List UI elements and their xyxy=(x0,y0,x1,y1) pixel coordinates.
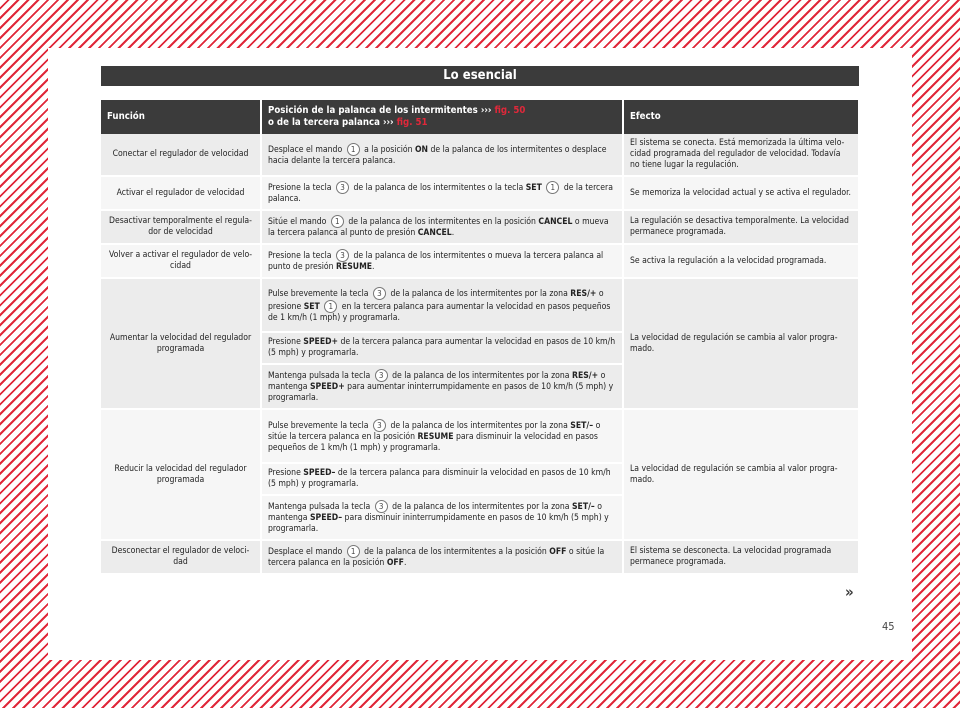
callout-1: 1 xyxy=(324,300,337,313)
row-position: Pulse brevemente la tecla 3 de la palanca de los intermitentes por la zona RES/+ o presione SET 1 en la tercera palanca para aumentar la velocidad en pasos pequeños de 1 km/h (1 mph) y programarla. xyxy=(262,279,624,333)
callout-3: 3 xyxy=(375,369,388,382)
fig-50-link[interactable]: fig. 50 xyxy=(494,105,526,116)
row-effect: El sistema se conecta. Está memorizada la última velocidad programada del regulador de velocidad. Todavía no tiene lugar la regulación. xyxy=(624,134,860,177)
row-function: Activar el regulador de velocidad xyxy=(101,177,262,211)
row-position: Presione SPEED– de la tercera palanca para disminuir la velocidad en pasos de 10 km/h (5 mph) y programarla. xyxy=(262,464,624,496)
row-effect: El sistema se desconecta. La velocidad programada permanece programada. xyxy=(624,541,860,575)
row-effect: La velocidad de regulación se cambia al valor programado. xyxy=(624,279,860,410)
table-row xyxy=(101,177,860,211)
row-position: Desplace el mando 1 de la palanca de los intermitentes a la posición OFF o sitúe la tercera palanca en la posición OFF. xyxy=(262,541,624,575)
row-function: Aumentar la velocidad del regulador programada xyxy=(101,279,262,410)
callout-3: 3 xyxy=(375,500,388,513)
row-position: Presione la tecla 3 de la palanca de los intermitentes o la tecla SET 1 de la tercera palanca. xyxy=(262,177,624,211)
row-position: Sitúe el mando 1 de la palanca de los intermitentes en la posición CANCEL o mueva la tercera palanca al punto de presión CANCEL. xyxy=(262,211,624,245)
callout-1: 1 xyxy=(347,545,360,558)
callout-1: 1 xyxy=(546,181,559,194)
callout-3: 3 xyxy=(336,249,349,262)
page-title: Lo esencial xyxy=(101,66,859,86)
row-position: Presione SPEED+ de la tercera palanca para aumentar la velocidad en pasos de 10 km/h (5 mph) y programarla. xyxy=(262,333,624,365)
header-funcion: Función xyxy=(101,100,262,134)
table-row xyxy=(101,134,860,177)
row-position: Pulse brevemente la tecla 3 de la palanca de los intermitentes por la zona SET/– o sitúe la tercera palanca en la posición RESUME para disminuir la velocidad en pasos pequeños de 1 km/h (1 mph) y programarla. xyxy=(262,410,624,464)
row-function: Volver a activar el regulador de velocidad xyxy=(101,245,262,279)
page-number: 45 xyxy=(882,620,895,633)
table-row xyxy=(101,211,860,245)
row-function: Reducir la velocidad del regulador programada xyxy=(101,410,262,541)
row-position: Mantenga pulsada la tecla 3 de la palanca de los intermitentes por la zona RES/+ o mantenga SPEED+ para aumentar ininterrumpidamente en pasos de 10 km/h (5 mph) y programarla. xyxy=(262,365,624,410)
table-header-row xyxy=(101,100,860,134)
row-function: Desconectar el regulador de velocidad xyxy=(101,541,262,575)
function-table xyxy=(101,100,860,575)
callout-1: 1 xyxy=(347,143,360,156)
row-position: Presione la tecla 3 de la palanca de los intermitentes o mueva la tercera palanca al punto de presión RESUME. xyxy=(262,245,624,279)
callout-3: 3 xyxy=(373,419,386,432)
table-row xyxy=(101,541,860,575)
row-position: Mantenga pulsada la tecla 3 de la palanca de los intermitentes por la zona SET/– o mantenga SPEED– para disminuir ininterrumpidamente en pasos de 10 km/h (5 mph) y programarla. xyxy=(262,496,624,541)
row-function: Conectar el regulador de velocidad xyxy=(101,134,262,177)
table-row xyxy=(101,245,860,279)
row-position: Desplace el mando 1 a la posición ON de la palanca de los intermitentes o desplace hacia delante la tercera palanca. xyxy=(262,134,624,177)
row-effect: Se activa la regulación a la velocidad programada. xyxy=(624,245,860,279)
table-row xyxy=(101,410,860,464)
row-effect: La velocidad de regulación se cambia al valor programado. xyxy=(624,410,860,541)
row-effect: Se memoriza la velocidad actual y se activa el regulador. xyxy=(624,177,860,211)
row-function: Desactivar temporalmente el regulador de velocidad xyxy=(101,211,262,245)
callout-3: 3 xyxy=(373,287,386,300)
header-posicion: Posición de la palanca de los intermitentes ››› fig. 50 o de la tercera palanca ››› fig. 51 xyxy=(262,100,624,134)
continue-arrow-icon: » xyxy=(845,583,854,601)
callout-3: 3 xyxy=(336,181,349,194)
page-sheet xyxy=(48,48,912,660)
fig-51-link[interactable]: fig. 51 xyxy=(396,117,428,128)
row-effect: La regulación se desactiva temporalmente. La velocidad permanece programada. xyxy=(624,211,860,245)
header-efecto: Efecto xyxy=(624,100,860,134)
table-row xyxy=(101,279,860,333)
callout-1: 1 xyxy=(331,215,344,228)
